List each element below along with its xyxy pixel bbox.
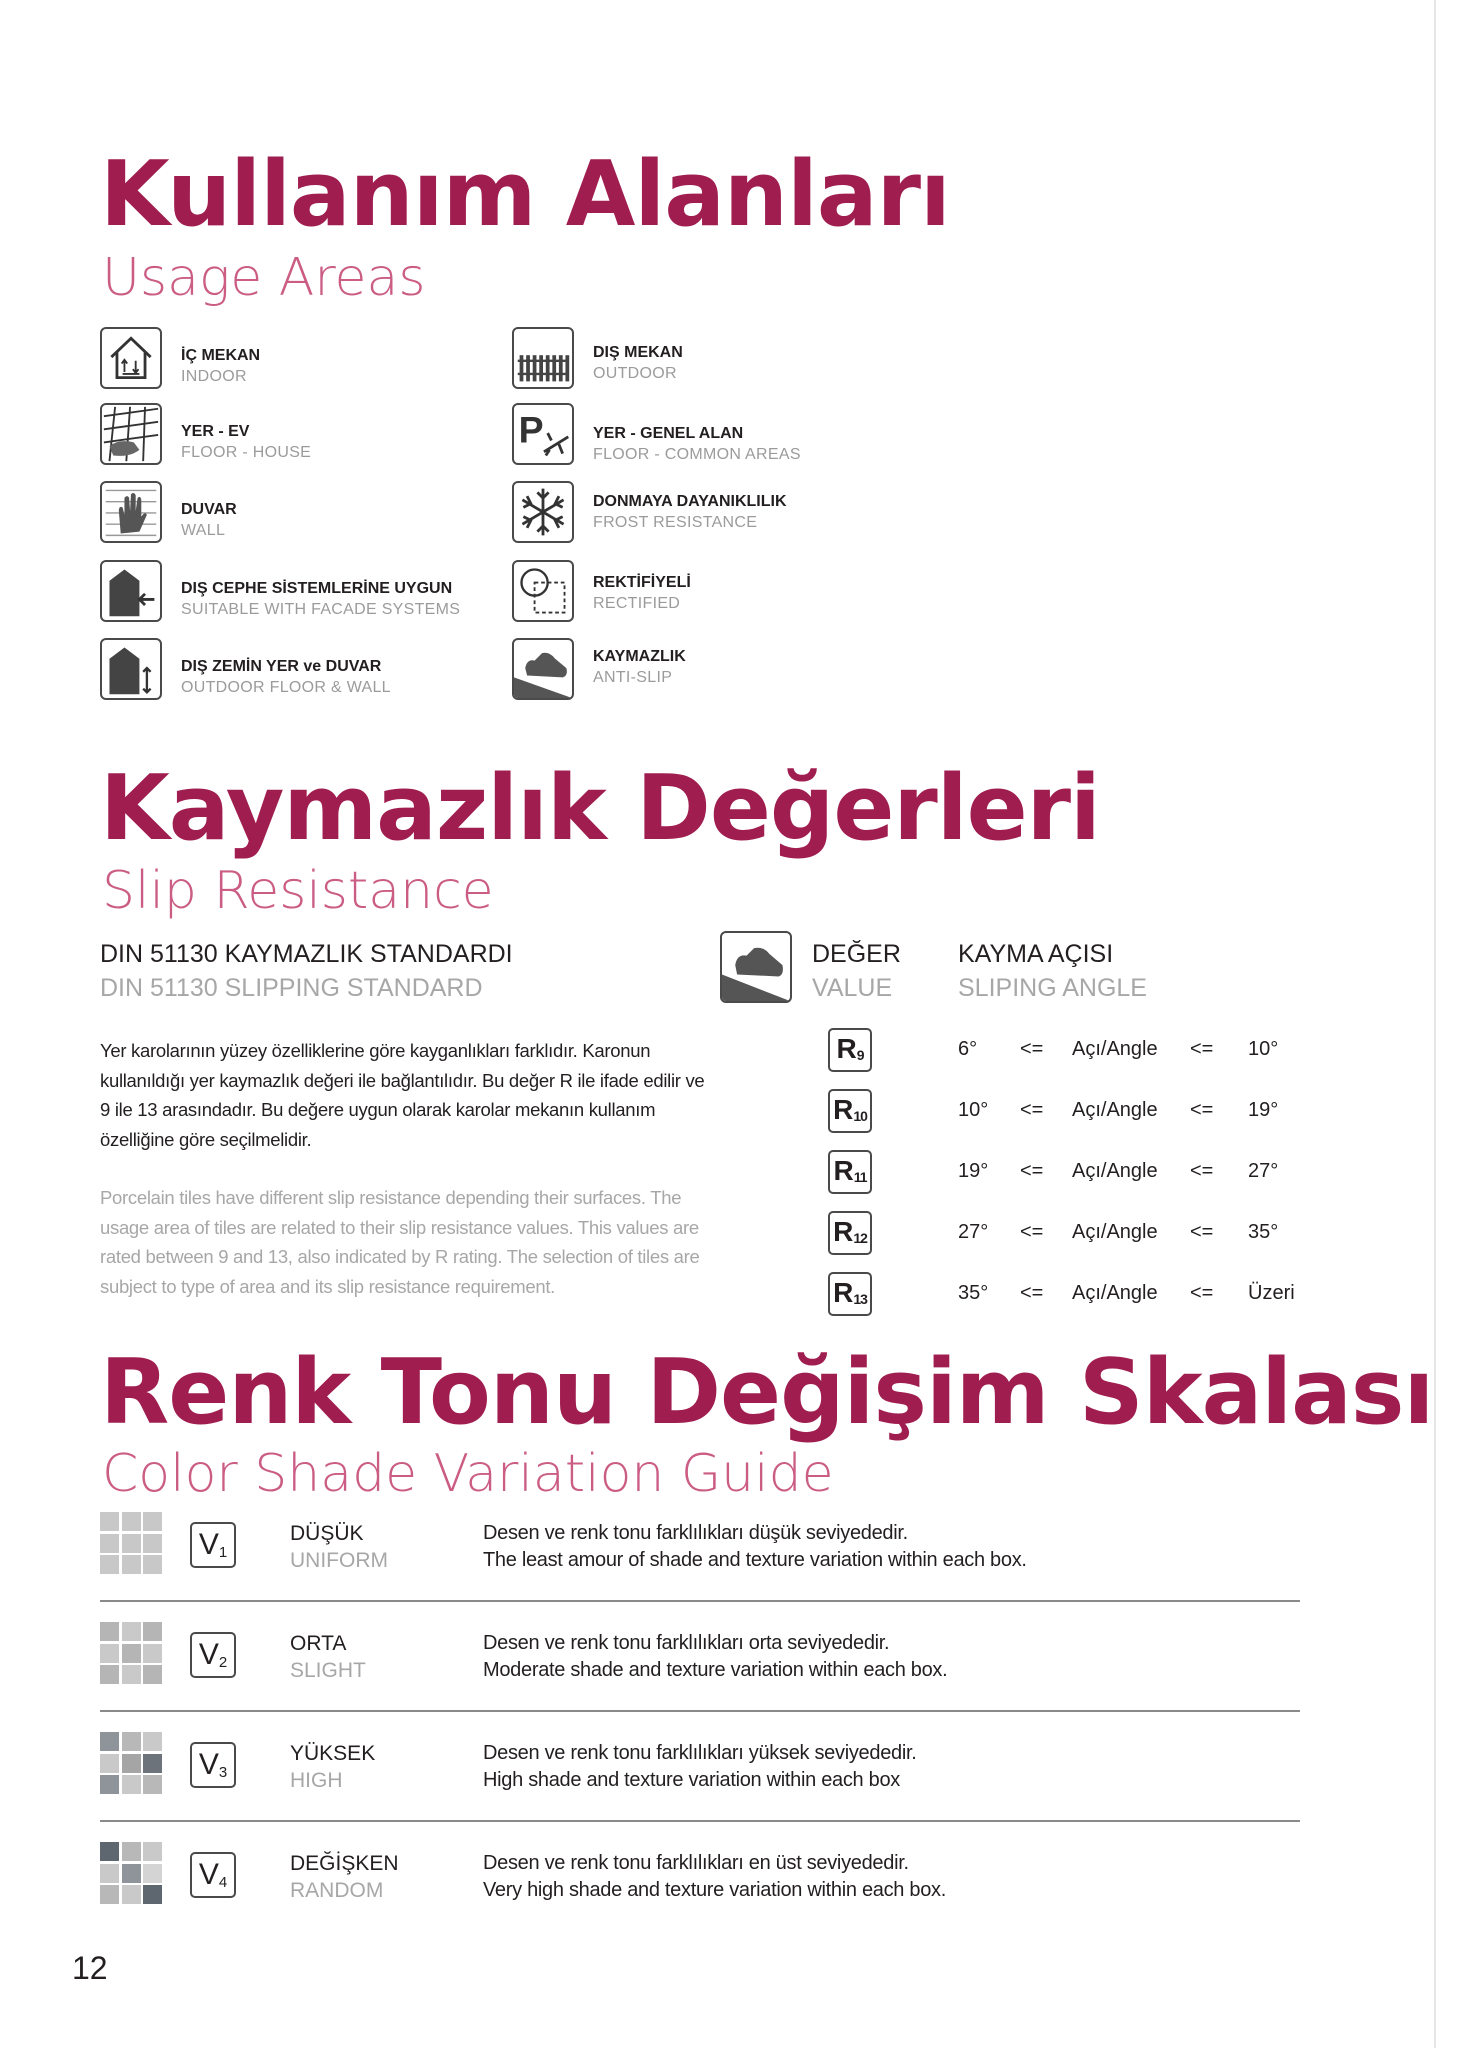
row-divider	[100, 1710, 1300, 1712]
value-header-en: VALUE	[812, 974, 893, 1002]
shade-description-en: High shade and texture variation within each box	[483, 1769, 900, 1791]
usage-label-en: RECTIFIED	[593, 595, 681, 612]
angle-from: 35°	[958, 1282, 989, 1304]
v-rating-letter: V	[198, 1638, 219, 1671]
shade-tile	[143, 1512, 162, 1531]
r-rating-letter: R	[833, 1277, 854, 1308]
v-rating-letter: V	[198, 1858, 219, 1891]
usage-label-en: SUITABLE WITH FACADE SYSTEMS	[181, 601, 461, 618]
r-rating-badge	[828, 1089, 872, 1133]
shade-tile	[143, 1555, 162, 1574]
shade-tile	[100, 1665, 119, 1684]
shade-tile	[122, 1644, 141, 1663]
shade-row	[100, 1728, 1300, 1810]
operator-lte: <=	[1190, 1221, 1214, 1243]
usage-label-tr: DONMAYA DAYANIKLILIK	[593, 493, 787, 510]
slip-table-row	[828, 1028, 1308, 1074]
usage-title: Kullanım Alanları	[100, 142, 950, 247]
r-rating-number: 13	[853, 1291, 867, 1307]
slip-table-row	[828, 1089, 1308, 1135]
shade-tile	[122, 1512, 141, 1531]
page-edge-line	[1434, 0, 1436, 2048]
shade-row	[100, 1508, 1300, 1590]
r-rating-letter: R	[833, 1094, 854, 1125]
shade-tile	[100, 1555, 119, 1574]
shade-tile	[143, 1665, 162, 1684]
shoe-slope-icon	[720, 931, 792, 1003]
shade-tile	[100, 1842, 119, 1861]
rectified-corner-icon	[512, 560, 574, 622]
shade-tile	[122, 1534, 141, 1553]
v-rating-number: 1	[218, 1544, 228, 1561]
shade-level-en: UNIFORM	[290, 1549, 388, 1572]
shade-description-tr: Desen ve renk tonu farklılıkları en üst seviyededir.	[483, 1852, 909, 1874]
fence-icon	[512, 327, 574, 389]
r-rating-badge	[828, 1150, 872, 1194]
shade-tile	[100, 1512, 119, 1531]
shade-level-en: SLIGHT	[290, 1659, 366, 1682]
shade-tile-grid	[100, 1622, 162, 1684]
shade-tile	[100, 1732, 119, 1751]
shade-tile	[122, 1622, 141, 1641]
svg-text:P: P	[518, 408, 544, 451]
usage-label-tr: DIŞ MEKAN	[593, 344, 683, 361]
slip-paragraph-en: Porcelain tiles have different slip resistance depending their surfaces. The usage area of tiles are related to their slip resistance values. This values are rated between 9 and 13, also indicated by R rating. The selection of tiles are subject to type of area and its slip resistance requirement.	[100, 1187, 700, 1297]
shade-tile-grid	[100, 1842, 162, 1904]
shade-tile	[122, 1864, 141, 1883]
usage-label-tr: REKTİFİYELİ	[593, 574, 691, 591]
angle-from: 27°	[958, 1221, 989, 1243]
shade-tile	[122, 1754, 141, 1773]
slip-table-row	[828, 1150, 1308, 1196]
angle-from: 10°	[958, 1099, 989, 1121]
operator-lte: <=	[1020, 1282, 1044, 1304]
slip-subtitle: Slip Resistance	[102, 861, 494, 921]
shade-tile	[122, 1555, 141, 1574]
usage-label-en: FLOOR - HOUSE	[181, 444, 312, 461]
shade-description-en: Very high shade and texture variation within each box.	[483, 1879, 946, 1901]
shade-level-tr: DEĞİŞKEN	[290, 1852, 399, 1875]
shade-tile	[100, 1754, 119, 1773]
r-rating-number: 11	[853, 1169, 867, 1185]
shade-level-tr: DÜŞÜK	[290, 1522, 364, 1545]
shade-tile	[143, 1754, 162, 1773]
angle-label: Açı/Angle	[1072, 1221, 1158, 1243]
usage-label-tr: DIŞ ZEMİN YER ve DUVAR	[181, 658, 382, 675]
r-rating-badge	[828, 1272, 872, 1316]
r-rating-number: 9	[856, 1047, 864, 1063]
usage-label-en: FROST RESISTANCE	[593, 514, 758, 531]
usage-label-en: ANTI-SLIP	[593, 669, 673, 686]
shade-tile-grid	[100, 1732, 162, 1794]
shade-tile	[100, 1864, 119, 1883]
shade-tile-grid	[100, 1512, 162, 1574]
shade-tile	[100, 1885, 119, 1904]
angle-from: 19°	[958, 1160, 989, 1182]
slip-table-row	[828, 1211, 1308, 1257]
shade-tile	[143, 1644, 162, 1663]
angle-header-en: SLIPING ANGLE	[958, 974, 1147, 1002]
shade-description-tr: Desen ve renk tonu farklılıkları düşük seviyededir.	[483, 1522, 908, 1544]
angle-to: 10°	[1248, 1038, 1279, 1060]
shade-row	[100, 1618, 1300, 1700]
shade-tile	[122, 1665, 141, 1684]
angle-label: Açı/Angle	[1072, 1099, 1158, 1121]
standard-title-en: DIN 51130 SLIPPING STANDARD	[100, 974, 483, 1002]
shade-title: Renk Tonu Değişim Skalası	[100, 1340, 1434, 1445]
angle-to: Üzeri	[1248, 1282, 1295, 1304]
row-divider	[100, 1820, 1300, 1822]
shade-description-tr: Desen ve renk tonu farklılıkları yüksek seviyededir.	[483, 1742, 917, 1764]
angle-from: 6°	[958, 1038, 978, 1060]
usage-label-tr: DUVAR	[181, 501, 237, 518]
shade-tile	[143, 1842, 162, 1861]
parking-plane-icon	[512, 403, 574, 465]
angle-label: Açı/Angle	[1072, 1282, 1158, 1304]
r-rating-letter: R	[833, 1216, 854, 1247]
v-rating-letter: V	[198, 1528, 219, 1561]
shade-level-en: HIGH	[290, 1769, 343, 1792]
row-divider	[100, 1600, 1300, 1602]
operator-lte: <=	[1190, 1160, 1214, 1182]
usage-label-en: WALL	[181, 522, 226, 539]
shade-tile	[122, 1842, 141, 1861]
usage-label-en: OUTDOOR	[593, 365, 677, 382]
outdoor-floor-wall-icon	[100, 638, 162, 700]
usage-label-en: FLOOR - COMMON AREAS	[593, 446, 801, 463]
v-rating-badge	[190, 1742, 236, 1788]
shade-description-tr: Desen ve renk tonu farklılıkları orta seviyededir.	[483, 1632, 890, 1654]
usage-label-tr: YER - GENEL ALAN	[593, 425, 744, 442]
shade-tile	[122, 1775, 141, 1794]
operator-lte: <=	[1020, 1038, 1044, 1060]
floor-tiles-icon	[100, 403, 162, 465]
usage-label-en: INDOOR	[181, 368, 247, 385]
usage-label-tr: İÇ MEKAN	[181, 347, 261, 364]
shade-tile	[100, 1644, 119, 1663]
operator-lte: <=	[1190, 1099, 1214, 1121]
v-rating-letter: V	[198, 1748, 219, 1781]
shade-tile	[122, 1732, 141, 1751]
operator-lte: <=	[1020, 1221, 1044, 1243]
shade-tile	[100, 1622, 119, 1641]
r-rating-badge	[828, 1028, 872, 1072]
usage-label-tr: KAYMAZLIK	[593, 648, 686, 665]
v-rating-number: 4	[218, 1874, 228, 1891]
angle-label: Açı/Angle	[1072, 1160, 1158, 1182]
slip-table-row	[828, 1272, 1308, 1318]
v-rating-badge	[190, 1632, 236, 1678]
slip-paragraph-tr: Yer karolarının yüzey özelliklerine göre kayganlıkları farklıdır. Karonun kullanıldığı yer kaymazlık değeri ile bağlantılıdır. Bu değer R ile ifade edilir ve 9 ile 13 arasındadır. Bu değere uygun olarak karolar mekanın kullanım özelliğine göre seçilmelidir.	[100, 1040, 705, 1150]
angle-label: Açı/Angle	[1072, 1038, 1158, 1060]
r-rating-badge	[828, 1211, 872, 1255]
v-rating-badge	[190, 1522, 236, 1568]
shade-tile	[143, 1732, 162, 1751]
operator-lte: <=	[1190, 1282, 1214, 1304]
operator-lte: <=	[1020, 1099, 1044, 1121]
shade-tile	[100, 1534, 119, 1553]
slip-title: Kaymazlık Değerleri	[100, 756, 1100, 861]
angle-header-tr: KAYMA AÇISI	[958, 940, 1114, 968]
v-rating-number: 3	[218, 1764, 228, 1781]
shade-tile	[143, 1622, 162, 1641]
shade-row	[100, 1838, 1300, 1920]
usage-label-tr: DIŞ CEPHE SİSTEMLERİNE UYGUN	[181, 580, 453, 597]
snowflake-icon	[512, 481, 574, 543]
house-arrows-icon	[100, 327, 162, 389]
hand-wall-icon	[100, 481, 162, 543]
shade-subtitle: Color Shade Variation Guide	[102, 1444, 834, 1504]
r-rating-number: 10	[853, 1108, 867, 1124]
shade-tile	[122, 1885, 141, 1904]
r-rating-number: 12	[853, 1230, 867, 1246]
shade-tile	[143, 1885, 162, 1904]
v-rating-number: 2	[218, 1654, 228, 1671]
page-number: 12	[72, 1950, 108, 1986]
shade-tile	[143, 1775, 162, 1794]
shade-tile	[143, 1534, 162, 1553]
r-rating-letter: R	[836, 1033, 857, 1064]
angle-to: 19°	[1248, 1099, 1279, 1121]
shade-tile	[143, 1864, 162, 1883]
shade-tile	[100, 1775, 119, 1794]
standard-title-tr: DIN 51130 KAYMAZLIK STANDARDI	[100, 940, 513, 968]
shoe-slope-icon	[512, 638, 574, 700]
angle-to: 35°	[1248, 1221, 1279, 1243]
usage-subtitle: Usage Areas	[102, 248, 426, 308]
shade-level-tr: ORTA	[290, 1632, 347, 1655]
v-rating-badge	[190, 1852, 236, 1898]
value-header-tr: DEĞER	[812, 940, 901, 968]
r-rating-letter: R	[833, 1155, 854, 1186]
shade-description-en: Moderate shade and texture variation within each box.	[483, 1659, 948, 1681]
usage-label-tr: YER - EV	[181, 423, 250, 440]
operator-lte: <=	[1020, 1160, 1044, 1182]
operator-lte: <=	[1190, 1038, 1214, 1060]
shade-level-en: RANDOM	[290, 1879, 384, 1902]
shade-description-en: The least amour of shade and texture variation within each box.	[483, 1549, 1027, 1571]
angle-to: 27°	[1248, 1160, 1279, 1182]
usage-label-en: OUTDOOR FLOOR & WALL	[181, 679, 391, 696]
shade-level-tr: YÜKSEK	[290, 1742, 376, 1765]
facade-arrow-icon	[100, 560, 162, 622]
